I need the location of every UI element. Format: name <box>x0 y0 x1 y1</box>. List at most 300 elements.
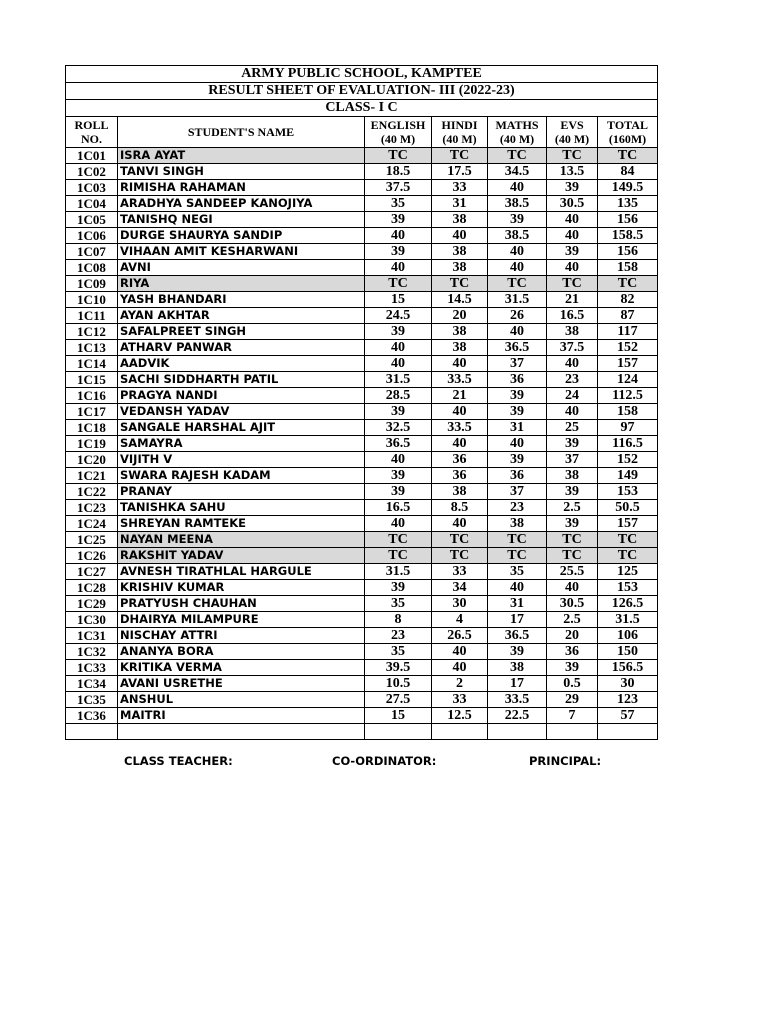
english-mark: TC <box>365 276 432 292</box>
total-mark: 152 <box>598 452 658 468</box>
evs-mark: 0.5 <box>547 676 598 692</box>
evs-mark: TC <box>547 548 598 564</box>
student-name: RAKSHIT YADAV <box>118 548 365 564</box>
student-row <box>66 692 658 708</box>
english-mark: 15 <box>365 292 432 308</box>
student-name: ARADHYA SANDEEP KANOJIYA <box>118 196 365 212</box>
student-row <box>66 564 658 580</box>
evs-mark: 40 <box>547 260 598 276</box>
evs-mark: 2.5 <box>547 612 598 628</box>
english-mark: 31.5 <box>365 372 432 388</box>
total-mark: 116.5 <box>598 436 658 452</box>
english-mark: 40 <box>365 340 432 356</box>
evs-mark: 39 <box>547 516 598 532</box>
english-mark: 40 <box>365 452 432 468</box>
header-total-line2: (160M) <box>608 132 647 146</box>
maths-mark: 38 <box>488 516 547 532</box>
student-name: KRISHIV KUMAR <box>118 580 365 596</box>
evs-mark: 37 <box>547 452 598 468</box>
evs-mark: 39 <box>547 484 598 500</box>
header-evs-line2: (40 M) <box>554 132 590 146</box>
evs-mark: 38 <box>547 324 598 340</box>
roll-number: 1C35 <box>66 692 118 708</box>
english-mark: 28.5 <box>365 388 432 404</box>
roll-number: 1C13 <box>66 340 118 356</box>
roll-number: 1C23 <box>66 500 118 516</box>
total-mark: 149.5 <box>598 180 658 196</box>
total-mark: 150 <box>598 644 658 660</box>
blank-cell <box>547 724 598 740</box>
total-mark: 158.5 <box>598 228 658 244</box>
evs-mark: 38 <box>547 468 598 484</box>
english-mark: 18.5 <box>365 164 432 180</box>
evs-mark: 16.5 <box>547 308 598 324</box>
header-total <box>598 117 658 148</box>
header-hindi <box>432 117 488 148</box>
student-name: ANANYA BORA <box>118 644 365 660</box>
maths-mark: 37 <box>488 356 547 372</box>
maths-mark: 34.5 <box>488 164 547 180</box>
hindi-mark: 30 <box>432 596 488 612</box>
student-row <box>66 596 658 612</box>
hindi-mark: TC <box>432 532 488 548</box>
hindi-mark: 38 <box>432 260 488 276</box>
column-header-row <box>66 117 658 148</box>
student-row <box>66 340 658 356</box>
hindi-mark: 14.5 <box>432 292 488 308</box>
evs-mark: 23 <box>547 372 598 388</box>
maths-mark: 31.5 <box>488 292 547 308</box>
roll-number: 1C32 <box>66 644 118 660</box>
student-row <box>66 388 658 404</box>
roll-number: 1C30 <box>66 612 118 628</box>
header-maths-line1: MATHS <box>495 118 539 132</box>
header-hindi-line1: HINDI <box>441 118 478 132</box>
english-mark: 39 <box>365 404 432 420</box>
evs-mark: 25.5 <box>547 564 598 580</box>
student-name: MAITRI <box>118 708 365 724</box>
maths-mark: 39 <box>488 644 547 660</box>
maths-mark: 40 <box>488 244 547 260</box>
roll-number: 1C31 <box>66 628 118 644</box>
student-name: RIYA <box>118 276 365 292</box>
total-mark: 31.5 <box>598 612 658 628</box>
total-mark: 157 <box>598 516 658 532</box>
student-name: YASH BHANDARI <box>118 292 365 308</box>
hindi-mark: 4 <box>432 612 488 628</box>
result-sheet-table <box>65 65 658 740</box>
total-mark: 50.5 <box>598 500 658 516</box>
student-row <box>66 420 658 436</box>
maths-mark: 26 <box>488 308 547 324</box>
student-name: ISRA AYAT <box>118 148 365 164</box>
roll-number: 1C19 <box>66 436 118 452</box>
total-mark: 156.5 <box>598 660 658 676</box>
hindi-mark: 38 <box>432 244 488 260</box>
hindi-mark: 33.5 <box>432 420 488 436</box>
total-mark: 126.5 <box>598 596 658 612</box>
evs-mark: 7 <box>547 708 598 724</box>
header-roll-line2: NO. <box>81 132 102 146</box>
total-mark: TC <box>598 532 658 548</box>
hindi-mark: 20 <box>432 308 488 324</box>
english-mark: 35 <box>365 644 432 660</box>
evs-mark: 40 <box>547 580 598 596</box>
student-name: SANGALE HARSHAL AJIT <box>118 420 365 436</box>
english-mark: 39 <box>365 468 432 484</box>
total-mark: 158 <box>598 404 658 420</box>
english-mark: 27.5 <box>365 692 432 708</box>
maths-mark: 40 <box>488 180 547 196</box>
student-row <box>66 276 658 292</box>
student-name: AYAN AKHTAR <box>118 308 365 324</box>
english-mark: 40 <box>365 516 432 532</box>
maths-mark: 40 <box>488 580 547 596</box>
student-row <box>66 372 658 388</box>
student-name: RIMISHA RAHAMAN <box>118 180 365 196</box>
evs-mark: 39 <box>547 244 598 260</box>
total-mark: TC <box>598 276 658 292</box>
hindi-mark: 33.5 <box>432 372 488 388</box>
hindi-mark: 36 <box>432 468 488 484</box>
maths-mark: 22.5 <box>488 708 547 724</box>
maths-mark: 38 <box>488 660 547 676</box>
roll-number: 1C34 <box>66 676 118 692</box>
blank-cell <box>432 724 488 740</box>
evs-mark: 2.5 <box>547 500 598 516</box>
header-hindi-line2: (40 M) <box>442 132 477 146</box>
maths-mark: 39 <box>488 404 547 420</box>
evs-mark: 39 <box>547 180 598 196</box>
evs-mark: 24 <box>547 388 598 404</box>
student-name: TANISHQ NEGI <box>118 212 365 228</box>
hindi-mark: 36 <box>432 452 488 468</box>
maths-mark: 39 <box>488 388 547 404</box>
hindi-mark: 21 <box>432 388 488 404</box>
roll-number: 1C03 <box>66 180 118 196</box>
roll-number: 1C06 <box>66 228 118 244</box>
student-name: AADVIK <box>118 356 365 372</box>
blank-cell <box>488 724 547 740</box>
header-maths-line2: (40 M) <box>499 132 535 146</box>
sheet-title: RESULT SHEET OF EVALUATION- III (2022-23) <box>66 83 658 100</box>
blank-cell <box>598 724 658 740</box>
total-mark: 135 <box>598 196 658 212</box>
roll-number: 1C15 <box>66 372 118 388</box>
student-row <box>66 548 658 564</box>
english-mark: 39 <box>365 212 432 228</box>
roll-number: 1C26 <box>66 548 118 564</box>
student-name: TANISHKA SAHU <box>118 500 365 516</box>
evs-mark: 40 <box>547 356 598 372</box>
total-mark: 153 <box>598 484 658 500</box>
total-mark: 87 <box>598 308 658 324</box>
student-row <box>66 404 658 420</box>
hindi-mark: 33 <box>432 564 488 580</box>
maths-mark: 38.5 <box>488 196 547 212</box>
hindi-mark: 40 <box>432 436 488 452</box>
total-mark: 84 <box>598 164 658 180</box>
student-name: DHAIRYA MILAMPURE <box>118 612 365 628</box>
total-mark: 124 <box>598 372 658 388</box>
student-name: VIHAAN AMIT KESHARWANI <box>118 244 365 260</box>
english-mark: 39 <box>365 580 432 596</box>
student-row <box>66 468 658 484</box>
roll-number: 1C28 <box>66 580 118 596</box>
total-mark: 30 <box>598 676 658 692</box>
student-name: SAMAYRA <box>118 436 365 452</box>
roll-number: 1C16 <box>66 388 118 404</box>
english-mark: 24.5 <box>365 308 432 324</box>
roll-number: 1C36 <box>66 708 118 724</box>
evs-mark: TC <box>547 276 598 292</box>
roll-number: 1C08 <box>66 260 118 276</box>
hindi-mark: 38 <box>432 212 488 228</box>
roll-number: 1C24 <box>66 516 118 532</box>
hindi-mark: 33 <box>432 692 488 708</box>
evs-mark: TC <box>547 148 598 164</box>
maths-mark: TC <box>488 532 547 548</box>
maths-mark: 23 <box>488 500 547 516</box>
english-mark: 8 <box>365 612 432 628</box>
total-mark: 57 <box>598 708 658 724</box>
hindi-mark: 40 <box>432 228 488 244</box>
student-row <box>66 676 658 692</box>
total-mark: 156 <box>598 212 658 228</box>
student-name: ANSHUL <box>118 692 365 708</box>
maths-mark: TC <box>488 548 547 564</box>
header-roll-line1: ROLL <box>74 118 109 132</box>
student-row <box>66 644 658 660</box>
student-name: KRITIKA VERMA <box>118 660 365 676</box>
roll-number: 1C27 <box>66 564 118 580</box>
hindi-mark: 26.5 <box>432 628 488 644</box>
evs-mark: 40 <box>547 404 598 420</box>
student-row <box>66 324 658 340</box>
hindi-mark: 40 <box>432 356 488 372</box>
evs-mark: 37.5 <box>547 340 598 356</box>
roll-number: 1C18 <box>66 420 118 436</box>
english-mark: 23 <box>365 628 432 644</box>
maths-mark: TC <box>488 276 547 292</box>
english-mark: 31.5 <box>365 564 432 580</box>
roll-number: 1C21 <box>66 468 118 484</box>
student-name: VIJITH V <box>118 452 365 468</box>
total-mark: 156 <box>598 244 658 260</box>
roll-number: 1C01 <box>66 148 118 164</box>
total-mark: TC <box>598 548 658 564</box>
hindi-mark: 33 <box>432 180 488 196</box>
roll-number: 1C04 <box>66 196 118 212</box>
student-row <box>66 260 658 276</box>
maths-mark: 36.5 <box>488 628 547 644</box>
roll-number: 1C11 <box>66 308 118 324</box>
hindi-mark: 34 <box>432 580 488 596</box>
total-mark: 82 <box>598 292 658 308</box>
student-row <box>66 532 658 548</box>
header-evs-line1: EVS <box>560 118 584 132</box>
blank-cell <box>365 724 432 740</box>
student-row <box>66 708 658 724</box>
hindi-mark: TC <box>432 548 488 564</box>
evs-mark: 39 <box>547 436 598 452</box>
roll-number: 1C29 <box>66 596 118 612</box>
roll-number: 1C02 <box>66 164 118 180</box>
evs-mark: 21 <box>547 292 598 308</box>
roll-number: 1C05 <box>66 212 118 228</box>
total-mark: 152 <box>598 340 658 356</box>
student-row <box>66 436 658 452</box>
total-mark: 106 <box>598 628 658 644</box>
student-name: SHREYAN RAMTEKE <box>118 516 365 532</box>
blank-cell <box>66 724 118 740</box>
header-english-line1: ENGLISH <box>370 118 426 132</box>
student-name: DURGE SHAURYA SANDIP <box>118 228 365 244</box>
principal-signature-label: PRINCIPAL: <box>529 754 602 768</box>
maths-mark: 38.5 <box>488 228 547 244</box>
roll-number: 1C14 <box>66 356 118 372</box>
student-name: SAFALPREET SINGH <box>118 324 365 340</box>
hindi-mark: 38 <box>432 340 488 356</box>
english-mark: 39 <box>365 324 432 340</box>
english-mark: TC <box>365 532 432 548</box>
header-roll <box>66 117 118 148</box>
evs-mark: TC <box>547 532 598 548</box>
student-name: AVNESH TIRATHLAL HARGULE <box>118 564 365 580</box>
maths-mark: TC <box>488 148 547 164</box>
english-mark: 39 <box>365 484 432 500</box>
maths-mark: 33.5 <box>488 692 547 708</box>
evs-mark: 13.5 <box>547 164 598 180</box>
english-mark: 35 <box>365 596 432 612</box>
english-mark: 36.5 <box>365 436 432 452</box>
hindi-mark: 12.5 <box>432 708 488 724</box>
blank-row <box>66 724 658 740</box>
total-mark: 112.5 <box>598 388 658 404</box>
english-mark: 10.5 <box>365 676 432 692</box>
maths-mark: 36.5 <box>488 340 547 356</box>
roll-number: 1C10 <box>66 292 118 308</box>
student-name: NAYAN MEENA <box>118 532 365 548</box>
student-name: PRATYUSH CHAUHAN <box>118 596 365 612</box>
total-mark: 117 <box>598 324 658 340</box>
maths-mark: 35 <box>488 564 547 580</box>
roll-number: 1C09 <box>66 276 118 292</box>
english-mark: 15 <box>365 708 432 724</box>
header-name: STUDENT'S NAME <box>118 117 365 148</box>
hindi-mark: 40 <box>432 644 488 660</box>
total-mark: 123 <box>598 692 658 708</box>
hindi-mark: 2 <box>432 676 488 692</box>
student-row <box>66 628 658 644</box>
header-maths <box>488 117 547 148</box>
hindi-mark: TC <box>432 148 488 164</box>
evs-mark: 30.5 <box>547 596 598 612</box>
english-mark: TC <box>365 148 432 164</box>
student-row <box>66 612 658 628</box>
student-name: SWARA RAJESH KADAM <box>118 468 365 484</box>
english-mark: 39 <box>365 244 432 260</box>
maths-mark: 31 <box>488 420 547 436</box>
evs-mark: 20 <box>547 628 598 644</box>
english-mark: 40 <box>365 356 432 372</box>
hindi-mark: 8.5 <box>432 500 488 516</box>
student-name: TANVI SINGH <box>118 164 365 180</box>
student-row <box>66 148 658 164</box>
evs-mark: 40 <box>547 228 598 244</box>
header-english-line2: (40 M) <box>380 132 416 146</box>
class-teacher-signature-label: CLASS TEACHER: <box>124 754 233 768</box>
hindi-mark: 40 <box>432 404 488 420</box>
maths-mark: 17 <box>488 612 547 628</box>
total-mark: 153 <box>598 580 658 596</box>
evs-mark: 39 <box>547 660 598 676</box>
hindi-mark: 17.5 <box>432 164 488 180</box>
student-name: SACHI SIDDHARTH PATIL <box>118 372 365 388</box>
student-name: PRAGYA NANDI <box>118 388 365 404</box>
english-mark: 16.5 <box>365 500 432 516</box>
hindi-mark: 40 <box>432 660 488 676</box>
hindi-mark: TC <box>432 276 488 292</box>
student-name: NISCHAY ATTRI <box>118 628 365 644</box>
maths-mark: 39 <box>488 212 547 228</box>
evs-mark: 25 <box>547 420 598 436</box>
evs-mark: 36 <box>547 644 598 660</box>
student-row <box>66 308 658 324</box>
english-mark: 35 <box>365 196 432 212</box>
maths-mark: 36 <box>488 468 547 484</box>
header-evs <box>547 117 598 148</box>
evs-mark: 30.5 <box>547 196 598 212</box>
maths-mark: 40 <box>488 260 547 276</box>
maths-mark: 37 <box>488 484 547 500</box>
hindi-mark: 38 <box>432 324 488 340</box>
roll-number: 1C22 <box>66 484 118 500</box>
student-row <box>66 228 658 244</box>
total-mark: TC <box>598 148 658 164</box>
english-mark: 39.5 <box>365 660 432 676</box>
roll-number: 1C33 <box>66 660 118 676</box>
hindi-mark: 31 <box>432 196 488 212</box>
header-total-line1: TOTAL <box>607 118 648 132</box>
roll-number: 1C25 <box>66 532 118 548</box>
student-row <box>66 452 658 468</box>
maths-mark: 40 <box>488 324 547 340</box>
english-mark: 32.5 <box>365 420 432 436</box>
maths-mark: 39 <box>488 452 547 468</box>
student-name: VEDANSH YADAV <box>118 404 365 420</box>
total-mark: 125 <box>598 564 658 580</box>
total-mark: 158 <box>598 260 658 276</box>
student-row <box>66 484 658 500</box>
total-mark: 157 <box>598 356 658 372</box>
english-mark: 40 <box>365 260 432 276</box>
total-mark: 149 <box>598 468 658 484</box>
roll-number: 1C07 <box>66 244 118 260</box>
student-row <box>66 356 658 372</box>
english-mark: 40 <box>365 228 432 244</box>
student-row <box>66 500 658 516</box>
maths-mark: 17 <box>488 676 547 692</box>
roll-number: 1C12 <box>66 324 118 340</box>
evs-mark: 29 <box>547 692 598 708</box>
student-row <box>66 516 658 532</box>
header-english <box>365 117 432 148</box>
coordinator-signature-label: CO-ORDINATOR: <box>332 754 437 768</box>
student-row <box>66 580 658 596</box>
student-name: ATHARV PANWAR <box>118 340 365 356</box>
student-row <box>66 244 658 260</box>
